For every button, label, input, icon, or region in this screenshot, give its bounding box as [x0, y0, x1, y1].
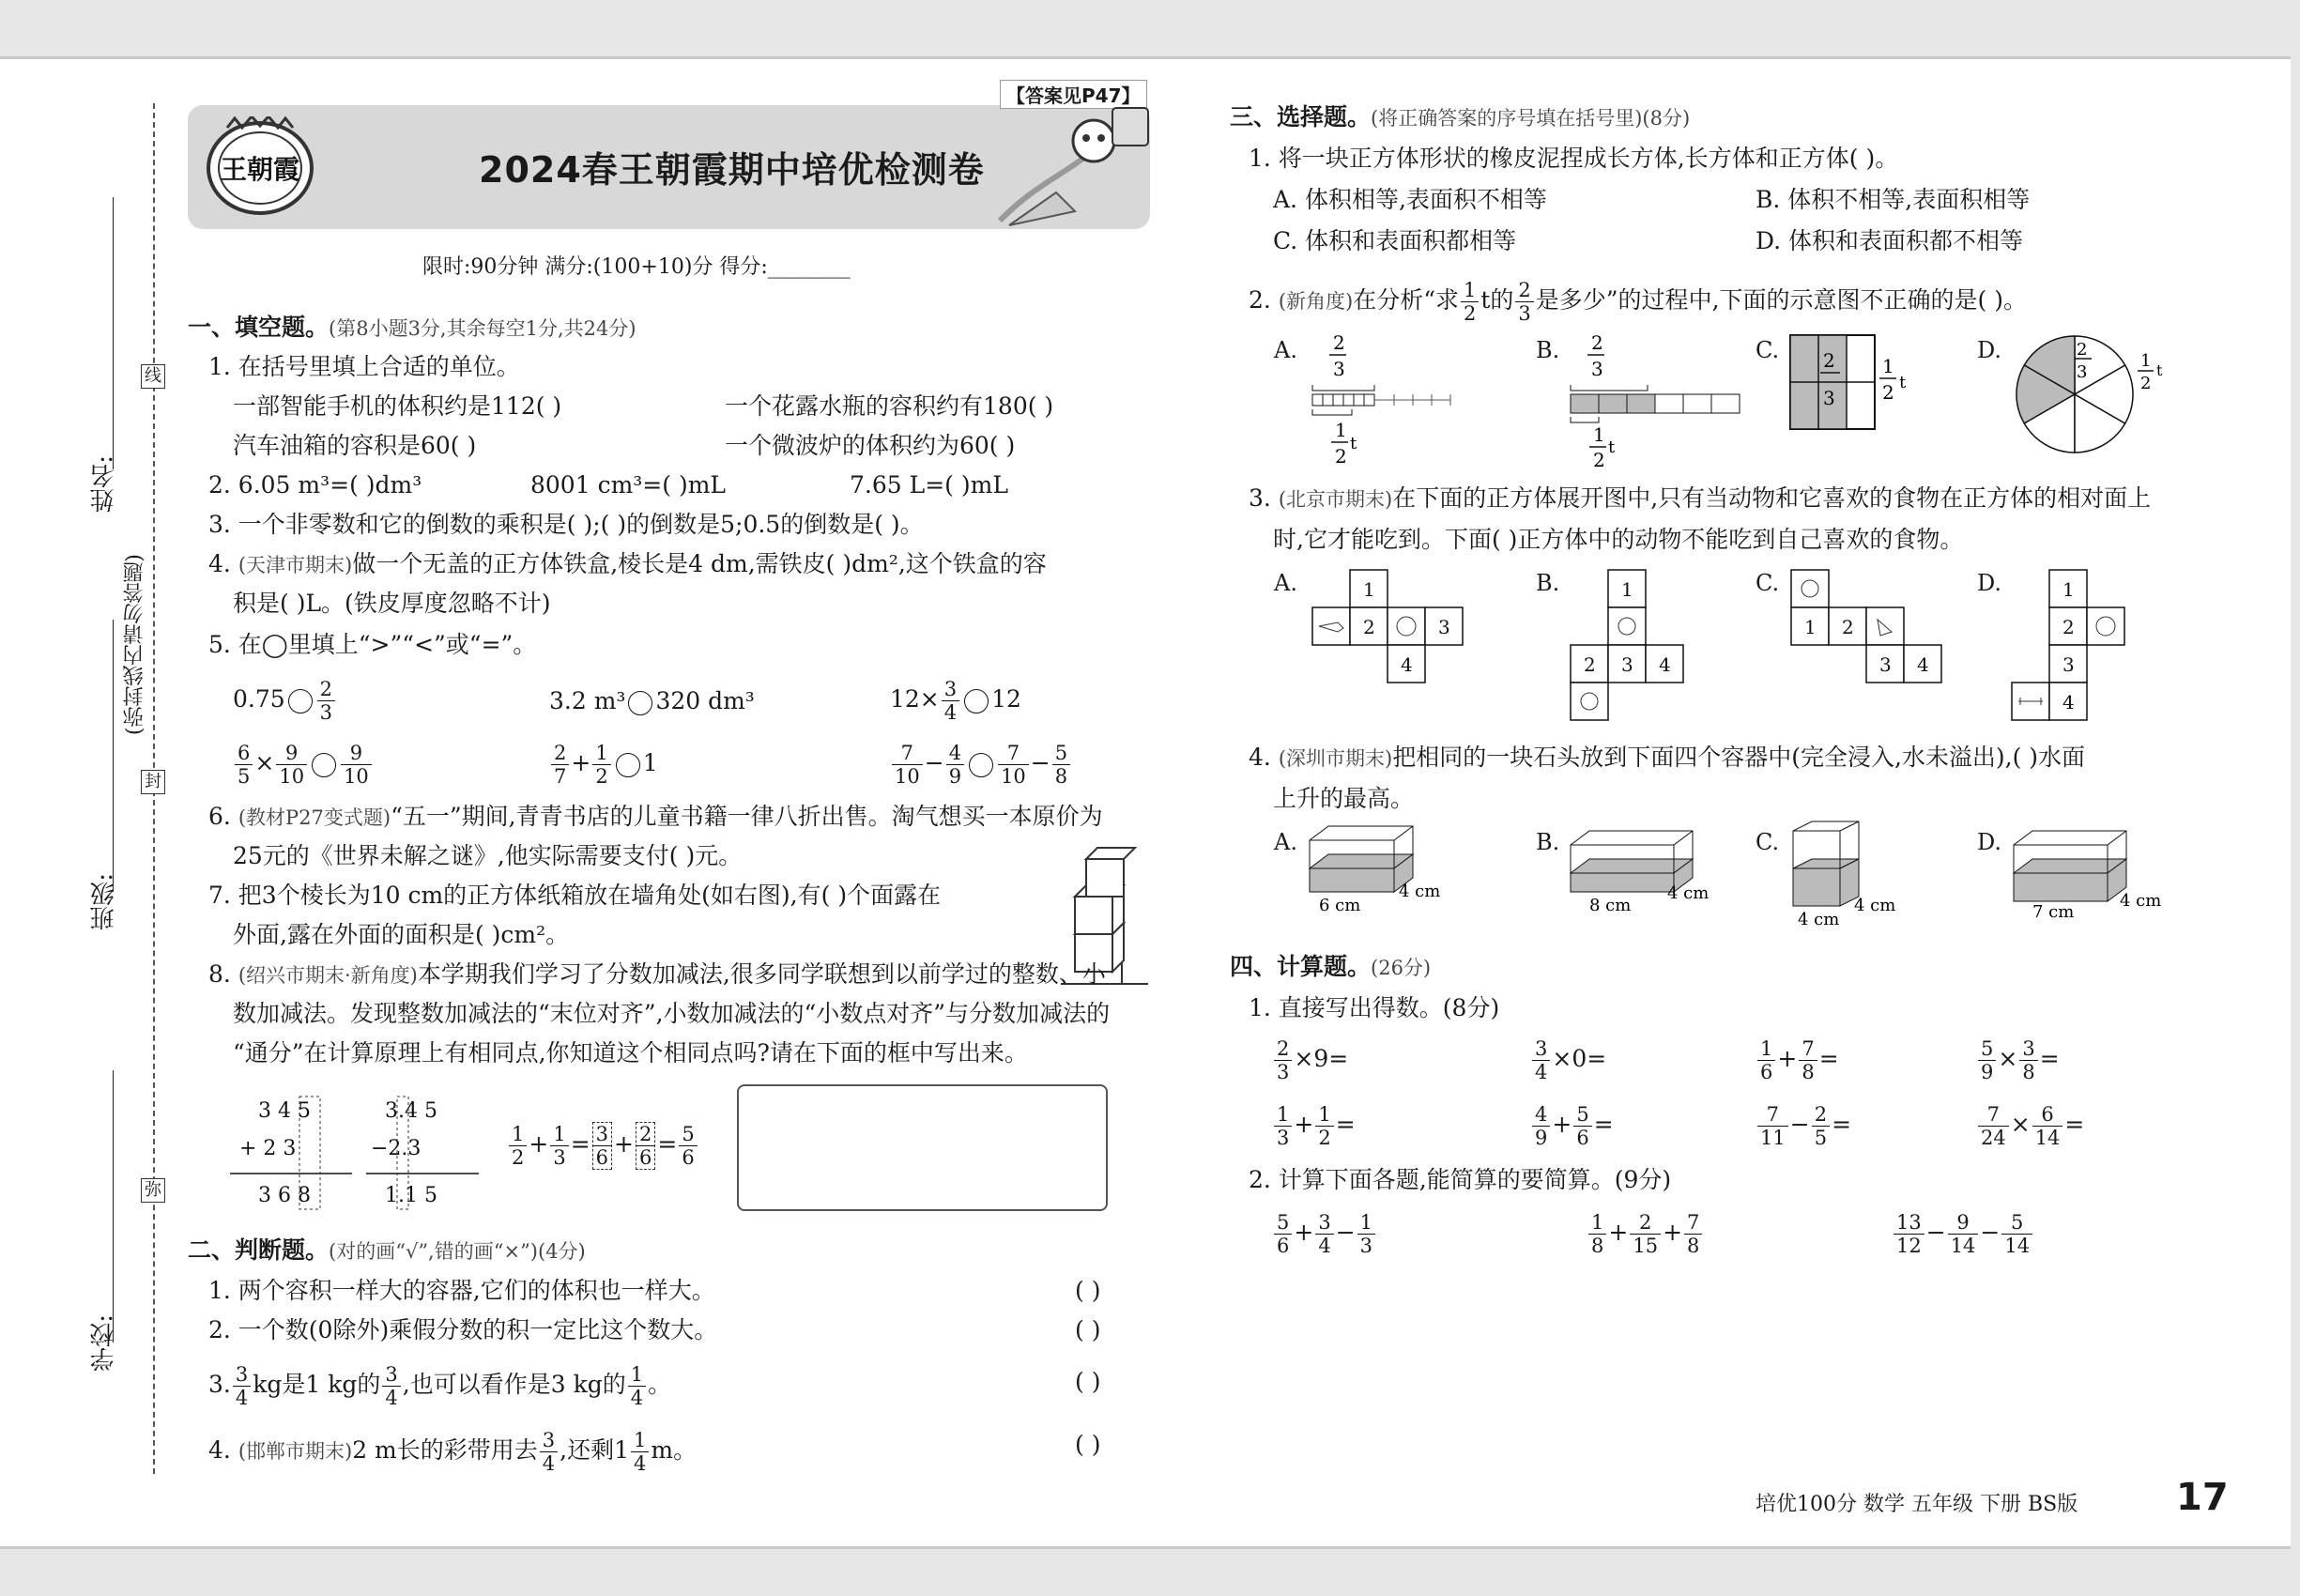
q3-option-a-label[interactable]: A. [1274, 570, 1297, 596]
svg-text:3: 3 [1621, 653, 1633, 676]
q4-option-a-container [1305, 821, 1455, 915]
fraction: $\frac{2}{3}$ [317, 678, 335, 724]
calc-item-6[interactable]: $\frac{4}{9}$ + $\frac{5}{6}$ = [1530, 1103, 1614, 1149]
svg-text:4: 4 [1401, 653, 1413, 676]
compare-3 [890, 678, 1021, 724]
compare-4-circle[interactable] [312, 753, 336, 777]
s2-q3-answer[interactable]: ( ) [1075, 1368, 1101, 1395]
school-field-line[interactable] [113, 1070, 114, 1343]
compare-3-right: 12 [991, 685, 1021, 713]
s3-q4-tag: (深圳市期末) [1278, 747, 1393, 770]
calc2-row3: 1.1 5 [385, 1184, 437, 1207]
calc-item-4[interactable]: $\frac{5}{9}$ × $\frac{3}{8}$ = [1976, 1037, 2060, 1083]
s1-q6-line1: 6. (教材P27变式题)“五一”期间,青青书店的儿童书籍一律八折出售。淘气想买一本原价为 [208, 803, 1103, 830]
compare-3-left: 12× [890, 685, 940, 713]
section-4-heading [1230, 951, 1431, 984]
simplify-item-3[interactable]: $\frac{13}{12}$ − $\frac{9}{14}$ − $\frac{5}{14}$ [1892, 1211, 2034, 1257]
s1-q8-line3: “通分”在计算原理上有相同点,你知道这个相同点吗?请在下面的框中写出来。 [233, 1039, 1028, 1067]
q2-option-b-diagram [1563, 329, 1741, 469]
section-3-note: (将正确答案的序号填在括号里)(8分) [1371, 107, 1691, 130]
calc-item-3[interactable]: $\frac{1}{6}$ + $\frac{7}{8}$ = [1756, 1037, 1839, 1083]
t-unit: t [1350, 434, 1357, 453]
svg-text:2: 2 [2077, 340, 2088, 360]
s3-q3-line1: 3. (北京市期末)在下面的正方体展开图中,只有当动物和它喜欢的食物在正方体的相对面上 [1249, 484, 2152, 512]
q4-option-b-container [1566, 821, 1725, 915]
cartoon-mascot-icon [990, 89, 1159, 230]
s1-q1d[interactable]: 一个微波炉的体积约为60( ) [725, 432, 1016, 459]
dim-length: 7 cm [2032, 902, 2075, 920]
svg-text:2: 2 [1593, 449, 1605, 469]
svg-text:4: 4 [1659, 653, 1671, 676]
s2-q1-answer[interactable]: ( ) [1075, 1277, 1101, 1304]
section-2-note: (对的画“√”,错的画“×”)(4分) [329, 1240, 586, 1263]
answer-reference: 【答案见P47】 [1000, 80, 1147, 109]
s2-q3-num: 3. [208, 1371, 231, 1398]
calc-item-1[interactable]: $\frac{2}{3}$ ×9= [1272, 1037, 1348, 1083]
s2-q1: 1. 两个容积一样大的容器,它们的体积也一样大。 [208, 1277, 715, 1304]
compare-1-circle[interactable] [288, 689, 313, 714]
s2-q2: 2. 一个数(0除外)乘假分数的积一定比这个数大。 [208, 1316, 718, 1343]
calc2-row1: 3.4 5 [385, 1099, 437, 1123]
s2-q4-answer[interactable]: ( ) [1075, 1431, 1101, 1458]
simplify-item-1[interactable]: $\frac{5}{6}$ + $\frac{3}{4}$ − $\frac{1}{3}$ [1272, 1211, 1377, 1257]
svg-text:3: 3 [1438, 616, 1450, 638]
name-field-line[interactable] [113, 197, 114, 469]
s3-q1[interactable]: 1. 将一块正方体形状的橡皮泥捏成长方体,长方体和正方体( )。 [1249, 145, 1899, 172]
calc1-row3: 3 6 8 [258, 1184, 311, 1207]
answer-box[interactable] [737, 1084, 1108, 1211]
section-2-title: 二、判断题。 [188, 1236, 330, 1264]
s2-q3-text1: kg是1 kg的 [253, 1371, 381, 1398]
compare-5: $\frac{2}{7}$ + $\frac{1}{2}$ 1 [549, 742, 658, 788]
svg-text:1: 1 [2140, 351, 2152, 371]
s3-q2-text3: 是多少”的过程中,下面的示意图不正确的是( )。 [1535, 286, 2027, 314]
s3-q1-optA[interactable]: A. 体积相等,表面积不相等 [1273, 186, 1547, 213]
svg-text:t: t [1899, 373, 1907, 392]
s3-q4-text: 把相同的一块石头放到下面四个容器中(完全浸入,水未溢出),( )水面 [1392, 744, 2086, 771]
s1-q5: 5. 在◯里填上“>”“<”或“=”。 [208, 631, 537, 658]
s1-q6-text: “五一”期间,青青书店的儿童书籍一律八折出售。淘气想买一本原价为 [391, 803, 1103, 830]
svg-text:1: 1 [1882, 355, 1894, 377]
svg-text:3: 3 [1879, 653, 1892, 676]
section-3-heading [1230, 101, 1690, 134]
s1-q4-text: 做一个无盖的正方体铁盒,棱长是4 dm,需铁皮( )dm²,这个铁盒的容 [352, 550, 1047, 577]
svg-text:2: 2 [1591, 331, 1603, 354]
s2-q4-tag: (邯郸市期末) [238, 1440, 353, 1463]
s1-q6-tag: (教材P27变式题) [238, 806, 391, 829]
calc1-row1: 3 4 5 [258, 1099, 311, 1123]
svg-text:1: 1 [1593, 423, 1605, 446]
compare-5-circle[interactable] [616, 753, 640, 777]
section-4-title: 四、计算题。 [1230, 953, 1372, 980]
s3-q3-line2[interactable]: 时,它才能吃到。下面( )正方体中的动物不能吃到自己喜欢的食物。 [1273, 526, 1964, 553]
dim-length: 4 cm [1798, 910, 1840, 929]
q2-option-a-label[interactable]: A. [1274, 337, 1297, 363]
s1-q8-line2: 数加减法。发现整数加减法的“末位对齐”,小数加减法的“小数点对齐”与分数加减法的 [233, 1000, 1111, 1027]
binding-mark-feng: 封 [141, 770, 165, 794]
compare-2-circle[interactable] [628, 691, 652, 715]
s1-q4-line2[interactable]: 积是( )L。(铁皮厚度忽略不计) [233, 590, 551, 617]
s3-q3-text: 在下面的正方体展开图中,只有当动物和它喜欢的食物在正方体的相对面上 [1392, 484, 2152, 512]
s1-q2c[interactable]: 7.65 L=( )mL [850, 471, 1008, 499]
s2-q3: 3. $\frac{3}{4}$ kg是1 kg的 $\frac{3}{4}$ ,也可以看作是3 kg的 $\frac{1}{4}$ 。 [208, 1363, 672, 1409]
dim-length: 8 cm [1589, 896, 1632, 915]
s1-q1a[interactable]: 一部智能手机的体积约是112( ) [233, 392, 562, 420]
dim-width: 4 cm [1854, 896, 1896, 915]
q4-option-b-label[interactable]: B. [1536, 829, 1560, 855]
exam-meta: 限时:90分钟 满分:(100+10)分 得分:________ [422, 255, 851, 279]
dim-width: 4 cm [2120, 891, 2162, 911]
q3-option-c-net [1788, 568, 1953, 690]
s1-q3[interactable]: 3. 一个非零数和它的倒数的乘积是( );( )的倒数是5;0.5的倒数是( )。 [208, 511, 924, 538]
binding-mark-mi: 弥 [141, 1178, 165, 1203]
s1-q4-tag: (天津市期末) [238, 554, 353, 576]
page-number: 17 [2176, 1476, 2229, 1519]
s1-q7-line1[interactable]: 7. 把3个棱长为10 cm的正方体纸箱放在墙角处(如右图),有( )个面露在 [208, 882, 942, 909]
svg-text:t: t [2156, 361, 2163, 379]
calc-item-7[interactable]: $\frac{7}{11}$ − $\frac{2}{5}$ = [1756, 1103, 1851, 1149]
s4-q2: 2. 计算下面各题,能简算的要简算。(9分) [1249, 1166, 1672, 1193]
svg-text:1: 1 [1621, 578, 1633, 601]
s1-q7-line2[interactable]: 外面,露在外面的面积是( )cm²。 [233, 921, 570, 948]
q4-option-a-label[interactable]: A. [1274, 829, 1297, 855]
svg-text:2: 2 [2062, 616, 2075, 638]
svg-text:3: 3 [2062, 653, 2075, 676]
compare-1 [233, 678, 337, 724]
dim-length: 6 cm [1319, 896, 1361, 915]
s3-q1-optC[interactable]: C. 体积和表面积都相等 [1273, 227, 1517, 254]
q3-option-d-label[interactable]: D. [1977, 570, 2002, 596]
q2-option-b-label[interactable]: B. [1536, 337, 1560, 363]
svg-text:3: 3 [1591, 358, 1603, 380]
svg-text:2: 2 [1842, 616, 1854, 638]
svg-text:2: 2 [1335, 445, 1347, 468]
compare-3-circle[interactable] [964, 689, 989, 714]
calc-item-8[interactable]: $\frac{7}{24}$ × $\frac{6}{14}$ = [1976, 1103, 2084, 1149]
q2-option-d-label[interactable]: D. [1977, 337, 2002, 363]
s1-q8-line1: 8. (绍兴市期末·新角度)本学期我们学习了分数加减法,很多同学联想到以前学过的整数、小 [208, 960, 1106, 988]
calc-item-5[interactable]: $\frac{1}{3}$ + $\frac{1}{2}$ = [1272, 1103, 1356, 1149]
calc-item-2[interactable]: $\frac{3}{4}$ ×0= [1530, 1037, 1606, 1083]
q3-option-b-label[interactable]: B. [1536, 570, 1560, 596]
s1-q1: 1. 在括号里填上合适的单位。 [208, 353, 520, 380]
binding-notice: (弥封线内请勿答题) [123, 554, 146, 736]
s4-q1: 1. 直接写出得数。(8分) [1249, 994, 1500, 1021]
school-field-label: 学校: [90, 1314, 118, 1372]
svg-text:4: 4 [1917, 653, 1929, 676]
calc1-row2: + 2 3 [239, 1137, 297, 1160]
s1-q2b[interactable]: 8001 cm³=( )mL [530, 471, 727, 499]
svg-text:王朝霞: 王朝霞 [220, 154, 300, 185]
svg-text:2: 2 [2140, 374, 2152, 393]
compare-6: $\frac{7}{10}$ − $\frac{4}{9}$ $\frac{7}{10}$ − $\frac{5}{8}$ [890, 742, 1072, 788]
q4-option-c-container [1788, 817, 1910, 929]
s1-q1b[interactable]: 一个花露水瓶的容积约有180( ) [725, 392, 1054, 420]
s3-q1-optD[interactable]: D. 体积和表面积都不相等 [1756, 227, 2024, 254]
class-field-label: 班级: [90, 873, 118, 930]
q3-option-c-label[interactable]: C. [1756, 570, 1780, 596]
s3-q2[interactable]: 2. (新角度)在分析“求 $\frac{1}{2}$ t的 $\frac{2}{3}$ 是多少”的过程中,下面的示意图不正确的是( )。 [1249, 279, 2027, 325]
section-2-heading [188, 1235, 586, 1267]
s1-q8-tag: (绍兴市期末·新角度) [238, 964, 418, 987]
compare-2 [549, 685, 755, 717]
fraction: $\frac{3}{4}$ [942, 678, 959, 724]
class-field-line[interactable] [113, 620, 114, 892]
q2-option-a-diagram [1305, 329, 1474, 469]
s2-q3-text2: ,也可以看作是3 kg的 [402, 1371, 626, 1398]
section-1-title: 一、填空题。 [188, 314, 330, 341]
svg-text:3: 3 [1823, 387, 1835, 409]
q2-option-c-label[interactable]: C. [1756, 337, 1780, 363]
s2-q4-text2: ,还剩1 [560, 1436, 629, 1464]
s2-q4: 4. (邯郸市期末)2 m长的彩带用去 $\frac{3}{4}$ ,还剩1 $\frac{1}{4}$ m。 [208, 1429, 698, 1475]
svg-text:1: 1 [2062, 578, 2075, 601]
svg-text:2: 2 [1584, 653, 1596, 676]
svg-text:2: 2 [1363, 616, 1375, 638]
q4-option-d-label[interactable]: D. [1977, 829, 2002, 855]
calc2-row2: −2.3 [371, 1137, 422, 1160]
q3-option-d-net [2009, 568, 2131, 732]
s3-q3-tag: (北京市期末) [1278, 488, 1393, 511]
compare-4: $\frac{6}{5}$ × $\frac{9}{10}$ $\frac{9}{10}$ [233, 742, 374, 788]
logo-badge-icon [199, 116, 321, 220]
s1-q4-line1[interactable]: 4. (天津市期末)做一个无盖的正方体铁盒,棱长是4 dm,需铁皮( )dm²,这个铁盒的容 [208, 550, 1047, 577]
s3-q4-line2[interactable]: 上升的最高。 [1273, 785, 1415, 812]
s3-q2-tag: (新角度) [1278, 290, 1354, 313]
section-1-note: (第8小题3分,其余每空1分,共24分) [329, 317, 636, 340]
s1-q8-text: 本学期我们学习了分数加减法,很多同学联想到以前学过的整数、小 [417, 960, 1106, 988]
q3-option-a-net [1310, 568, 1474, 685]
svg-text:1: 1 [1363, 578, 1375, 601]
q3-option-b-net [1568, 568, 1694, 728]
s3-q4-line1: 4. (深圳市期末)把相同的一块石头放到下面四个容器中(完全浸入,水未溢出),( )水面 [1249, 744, 2086, 771]
s1-q6-line2[interactable]: 25元的《世界未解之谜》,他实际需要支付( )元。 [233, 842, 743, 869]
s2-q4-text1: 2 m长的彩带用去 [352, 1436, 538, 1464]
svg-text:1: 1 [1335, 419, 1347, 441]
s2-q2-answer[interactable]: ( ) [1075, 1316, 1101, 1343]
svg-text:2: 2 [1823, 349, 1835, 372]
section-4-note: (26分) [1371, 957, 1432, 979]
exam-title: 2024春王朝霞期中培优检测卷 [479, 149, 985, 191]
svg-text:4: 4 [2062, 691, 2075, 714]
compare-2-right: 320 dm³ [655, 687, 755, 714]
q4-option-d-container [2009, 821, 2169, 920]
fraction-alignment-example: $\frac{1}{2}$ + $\frac{1}{3}$ = $\frac{3}{6}$ + $\frac{2}{6}$ = $\frac{5}{6}$ [507, 1122, 699, 1170]
footer-info: 培优100分 数学 五年级 下册 BS版 [1756, 1493, 2078, 1516]
svg-text:2: 2 [1882, 381, 1894, 404]
dim-width: 4 cm [1667, 883, 1710, 903]
svg-text:t: t [1608, 437, 1616, 457]
svg-text:3: 3 [2077, 362, 2088, 382]
dim-width: 4 cm [1399, 882, 1441, 901]
compare-6-circle[interactable] [969, 753, 993, 777]
section-3-title: 三、选择题。 [1230, 103, 1372, 130]
s1-q1c[interactable]: 汽车油箱的容积是60( ) [233, 432, 477, 459]
s3-q1-optB[interactable]: B. 体积不相等,表面积相等 [1756, 186, 2031, 213]
s3-q2-text2: t的 [1480, 286, 1514, 314]
binding-mark-xian: 线 [141, 364, 165, 389]
s3-q2-text1: 在分析“求 [1353, 286, 1459, 314]
q2-option-c-diagram [1788, 333, 1929, 437]
compare-1-left: 0.75 [233, 685, 285, 713]
section-1-heading [188, 312, 636, 345]
s1-q2a[interactable]: 2. 6.05 m³=( )dm³ [208, 471, 422, 499]
name-field-label: 姓名: [90, 455, 118, 513]
svg-text:2: 2 [1333, 331, 1345, 354]
compare-2-left: 3.2 m³ [549, 687, 626, 714]
svg-text:1: 1 [1804, 616, 1817, 638]
svg-text:3: 3 [1333, 358, 1345, 380]
q4-option-c-label[interactable]: C. [1756, 829, 1780, 855]
simplify-item-2[interactable]: $\frac{1}{8}$ + $\frac{2}{15}$ + $\frac{7}{8}$ [1587, 1211, 1704, 1257]
q2-option-d-diagram [2009, 329, 2164, 460]
